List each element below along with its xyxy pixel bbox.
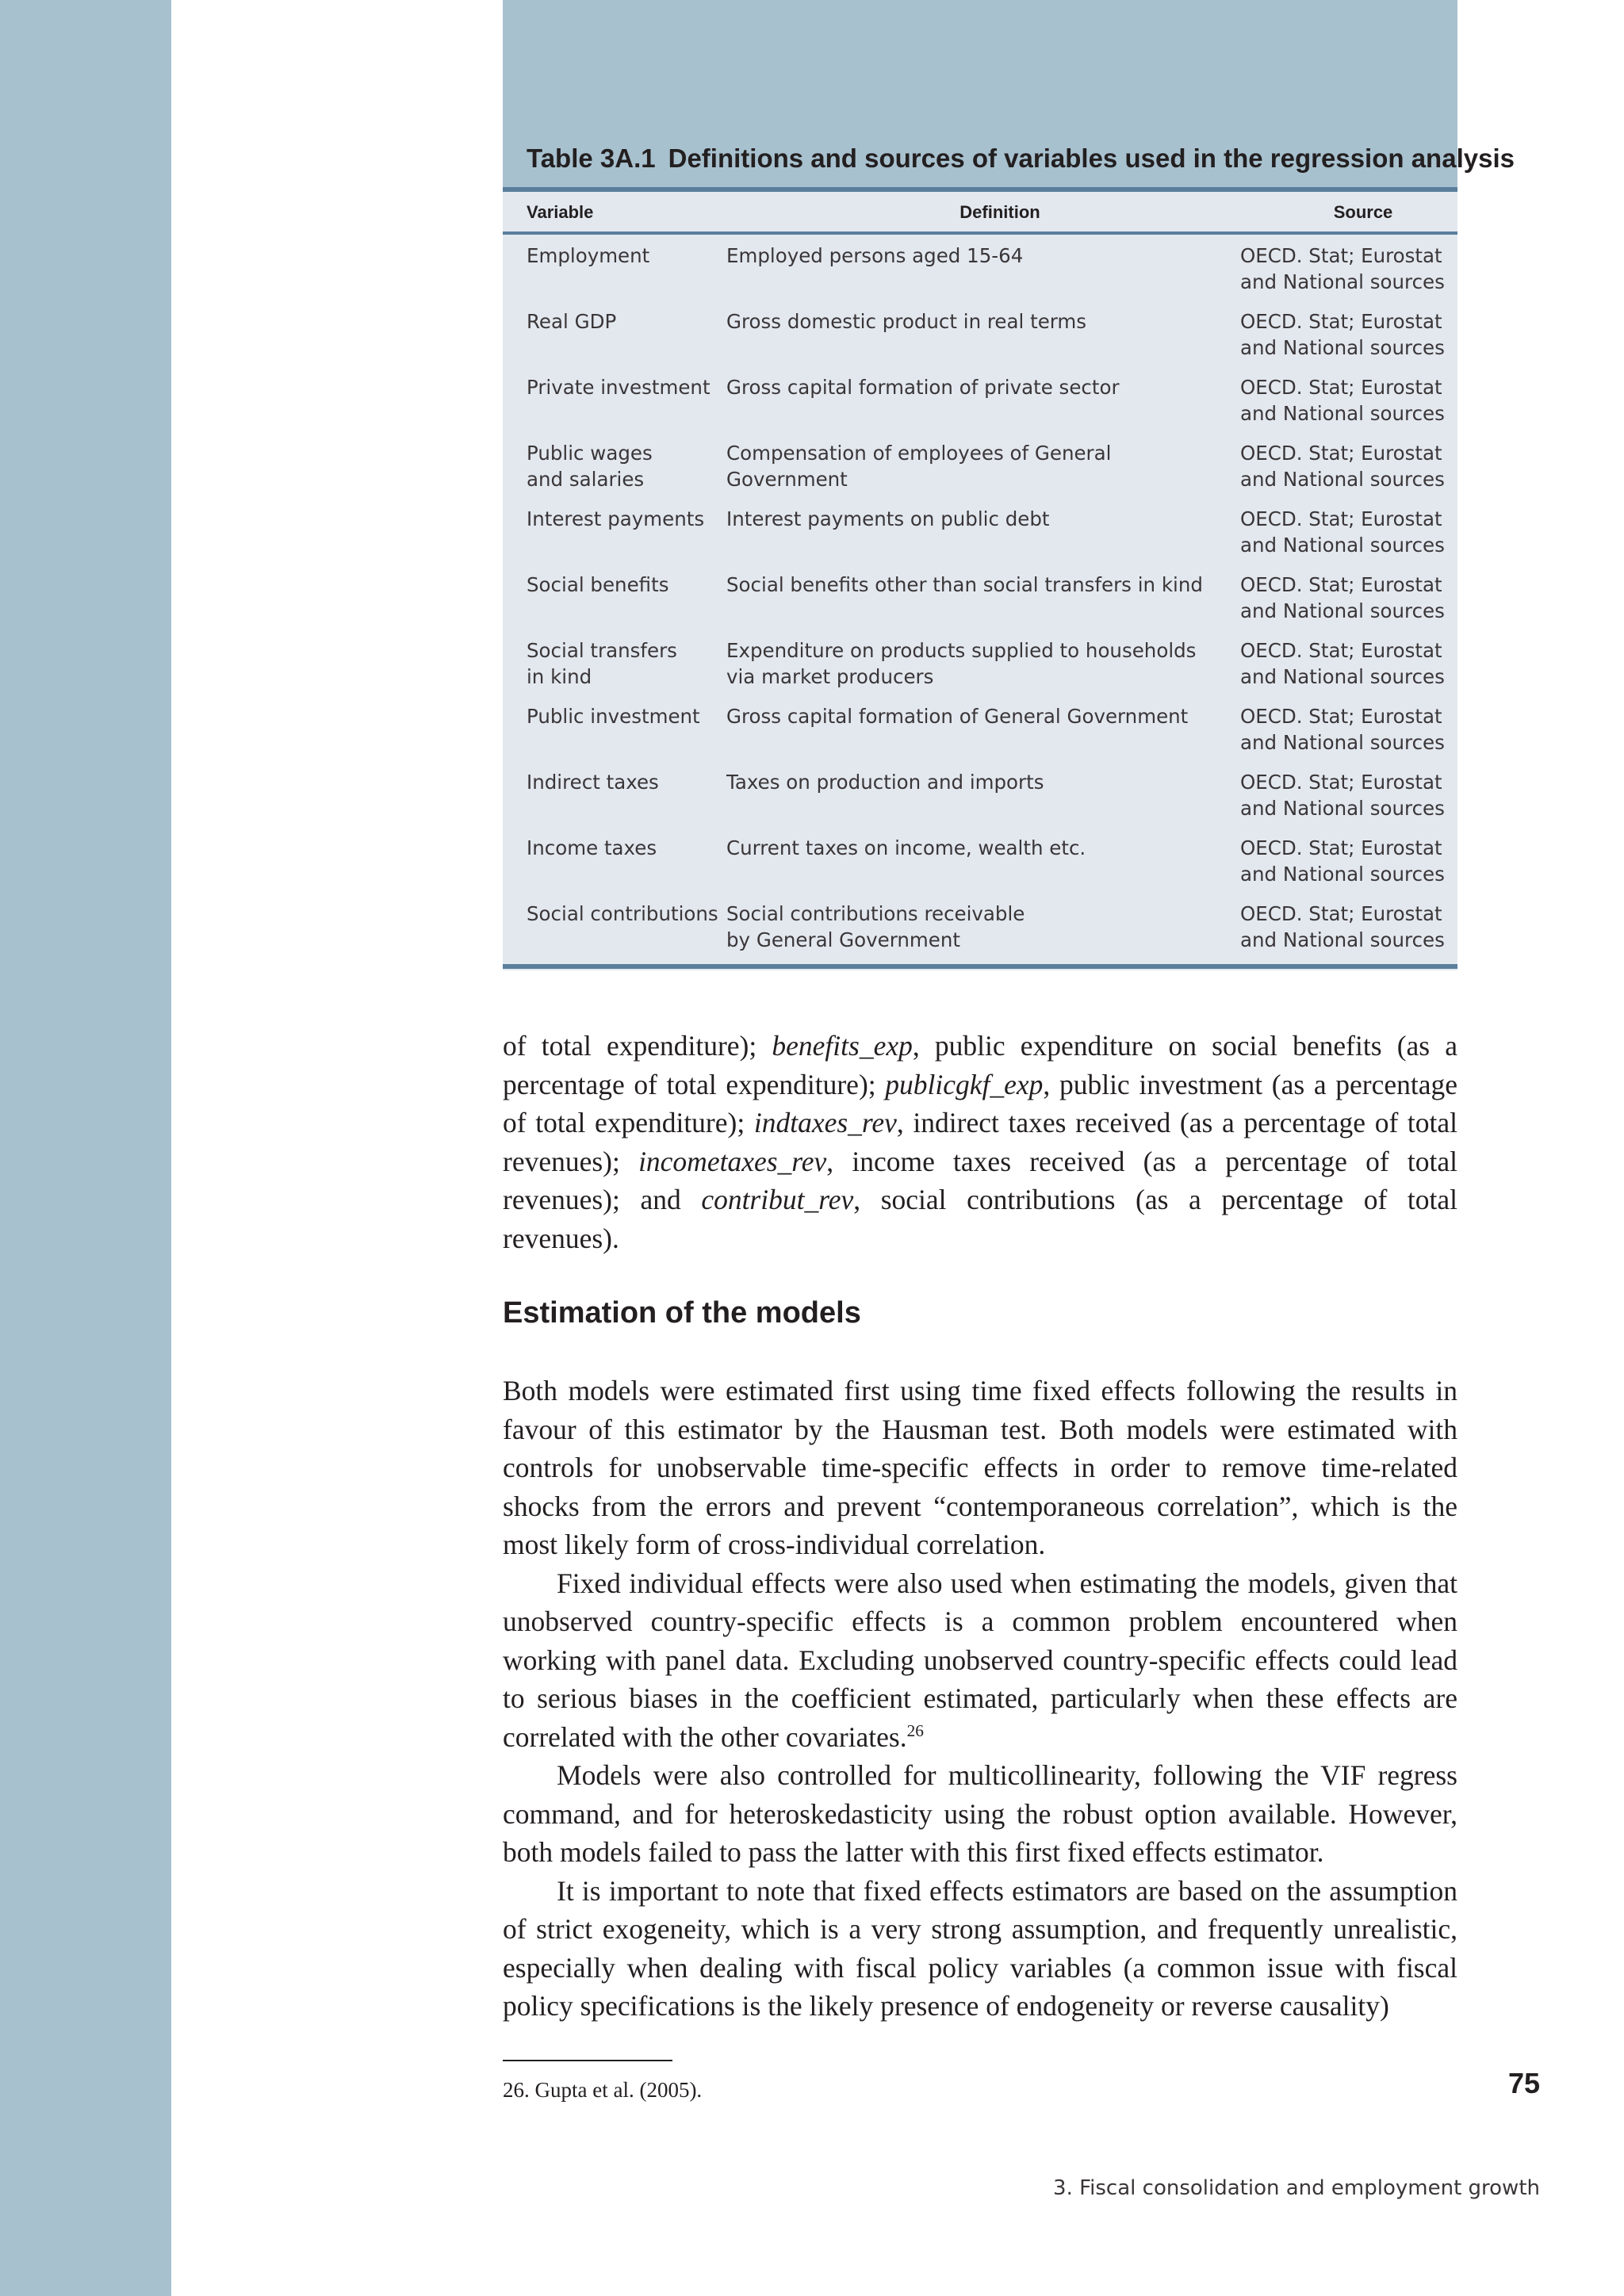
table-rule-bottom: [503, 964, 1457, 969]
table-3a1: [503, 0, 1515, 970]
cell-definition: Employed persons aged 15-64: [726, 244, 1024, 267]
paragraph: It is important to note that fixed effects estimators are based on the assumption of strict exogeneity, which is a very strong assumption, and frequently unrealistic, especially when dealing with fiscal policy variables (a common issue with fiscal policy specifications is the likely presence of endogeneity or reverse causality): [503, 1874, 1457, 2022]
cell-variable: Social contributions: [527, 902, 718, 925]
table-row: [503, 308, 1457, 374]
cell-definition: Gross capital formation of General Government: [726, 705, 1189, 728]
cell-variable: Employment: [527, 244, 650, 267]
cell-definition: Taxes on production and imports: [726, 771, 1044, 794]
text-run: , indirect taxes received (as a percentage of total revenues);: [503, 1107, 1457, 1177]
table-row: [503, 769, 1457, 835]
col-header-definition: Definition: [959, 202, 1040, 222]
text-run: , income taxes received (as a percentage of total revenues); and: [503, 1145, 1458, 1215]
table-row: [503, 506, 1457, 572]
table-row: [503, 901, 1457, 966]
paragraph: Both models were estimated first using time fixed effects following the results in favour of this estimator by the Hausman test. Both models were estimated with controls for unobservable time-specific effects in order to remove time-related shocks from the errors and prevent “contemporaneous correlation”, which is the most likely form of cross-individual correlation.: [503, 1375, 1457, 1560]
running-footer: 3. Fiscal consolidation and employment growth: [1053, 2176, 1540, 2200]
cell-variable: Interest payments: [527, 507, 705, 530]
variable-name: benefits_exp: [772, 1030, 913, 1062]
cell-variable: Indirect taxes: [527, 771, 659, 794]
cell-variable: Social transfers in kind: [527, 639, 677, 688]
text-run: , public investment (as a percentage of total expenditure);: [503, 1068, 1457, 1138]
col-header-source: Source: [1333, 202, 1393, 222]
cell-source: OECD. Stat; Eurostat and National sources: [1240, 310, 1445, 359]
cell-variable: Public investment: [527, 705, 700, 728]
variable-name: publicgkf_exp: [885, 1068, 1044, 1100]
table-row: [503, 440, 1457, 506]
cell-source: OECD. Stat; Eurostat and National sources: [1240, 771, 1445, 820]
cell-definition: Interest payments on public debt: [726, 507, 1050, 530]
cell-source: OECD. Stat; Eurostat and National sources: [1240, 902, 1445, 951]
cell-source: OECD. Stat; Eurostat and National sources: [1240, 376, 1445, 425]
table-row: [503, 374, 1457, 440]
continued-paragraph: [503, 1027, 1457, 1257]
cell-variable: Real GDP: [527, 310, 617, 333]
text-run: of total expenditure);: [503, 1030, 772, 1062]
table-rule-top: [503, 187, 1457, 192]
cell-source: OECD. Stat; Eurostat and National sources: [1240, 705, 1445, 754]
table-row: [503, 637, 1457, 703]
footnote-rule: [503, 2060, 672, 2061]
section-body: [503, 1372, 1457, 2026]
variable-name: contribut_rev: [701, 1184, 854, 1215]
page-number: 75: [1507, 2067, 1540, 2099]
table-row: [503, 572, 1457, 637]
cell-source: OECD. Stat; Eurostat and National sources: [1240, 573, 1445, 622]
section-heading: Estimation of the models: [503, 1296, 861, 1330]
paragraph-text: Fixed individual effects were also used when estimating the models, given that unobserved country-specific effects is a common problem encountered when working with panel data. Excluding unobserved country-specific effects could lead to serious biases in the coefficient estimated, particularly when these effects are correlated with the other covariates.: [503, 1567, 1457, 1753]
table-row: [503, 835, 1457, 901]
cell-source: OECD. Stat; Eurostat and National sources: [1240, 836, 1445, 886]
table-rule-header: [503, 232, 1457, 235]
variable-name: indtaxes_rev: [753, 1107, 897, 1138]
table-body: [503, 243, 1457, 966]
cell-variable: Private investment: [527, 376, 710, 399]
cell-definition: Gross domestic product in real terms: [726, 310, 1087, 333]
cell-variable: Public wages and salaries: [527, 442, 653, 491]
cell-source: OECD. Stat; Eurostat and National sources: [1240, 507, 1445, 557]
text-run: , public expenditure on social benefits (as a percentage of total expenditure);: [503, 1030, 1458, 1100]
footnote-ref[interactable]: 26: [906, 1720, 924, 1740]
footnote: 26. Gupta et al. (2005).: [503, 2078, 703, 2102]
paragraph: Models were also controlled for multicollinearity, following the VIF regress command, and for heteroskedasticity using the robust option available. However, both models failed to pass the latter with this first fixed effects estimator.: [503, 1759, 1457, 1868]
table-row: [503, 243, 1457, 308]
cell-definition: Social contributions receivable by General Government: [726, 902, 1025, 951]
cell-variable: Income taxes: [527, 836, 657, 859]
cell-source: OECD. Stat; Eurostat and National sources: [1240, 442, 1445, 491]
cell-definition: Expenditure on products supplied to households via market producers: [726, 639, 1197, 688]
table-row: [503, 703, 1457, 769]
cell-definition: Gross capital formation of private sector: [726, 376, 1120, 399]
cell-definition: Compensation of employees of General Government: [726, 442, 1112, 491]
variable-name: incometaxes_rev: [638, 1145, 827, 1177]
col-header-variable: Variable: [527, 202, 594, 222]
text-run: , social contributions (as a percentage of total revenues).: [503, 1184, 1457, 1254]
cell-definition: Social benefits other than social transfers in kind: [726, 573, 1203, 596]
cell-source: OECD. Stat; Eurostat and National sources: [1240, 244, 1445, 293]
left-margin-band: [0, 0, 171, 2296]
table-number: Table 3A.1: [527, 144, 656, 173]
cell-variable: Social benefits: [527, 573, 669, 596]
cell-definition: Current taxes on income, wealth etc.: [726, 836, 1086, 859]
table-title-text: Definitions and sources of variables used in the regression analysis: [668, 144, 1515, 173]
paragraph: [503, 1564, 1457, 1757]
table-title: [527, 136, 1515, 181]
cell-source: OECD. Stat; Eurostat and National sources: [1240, 639, 1445, 688]
